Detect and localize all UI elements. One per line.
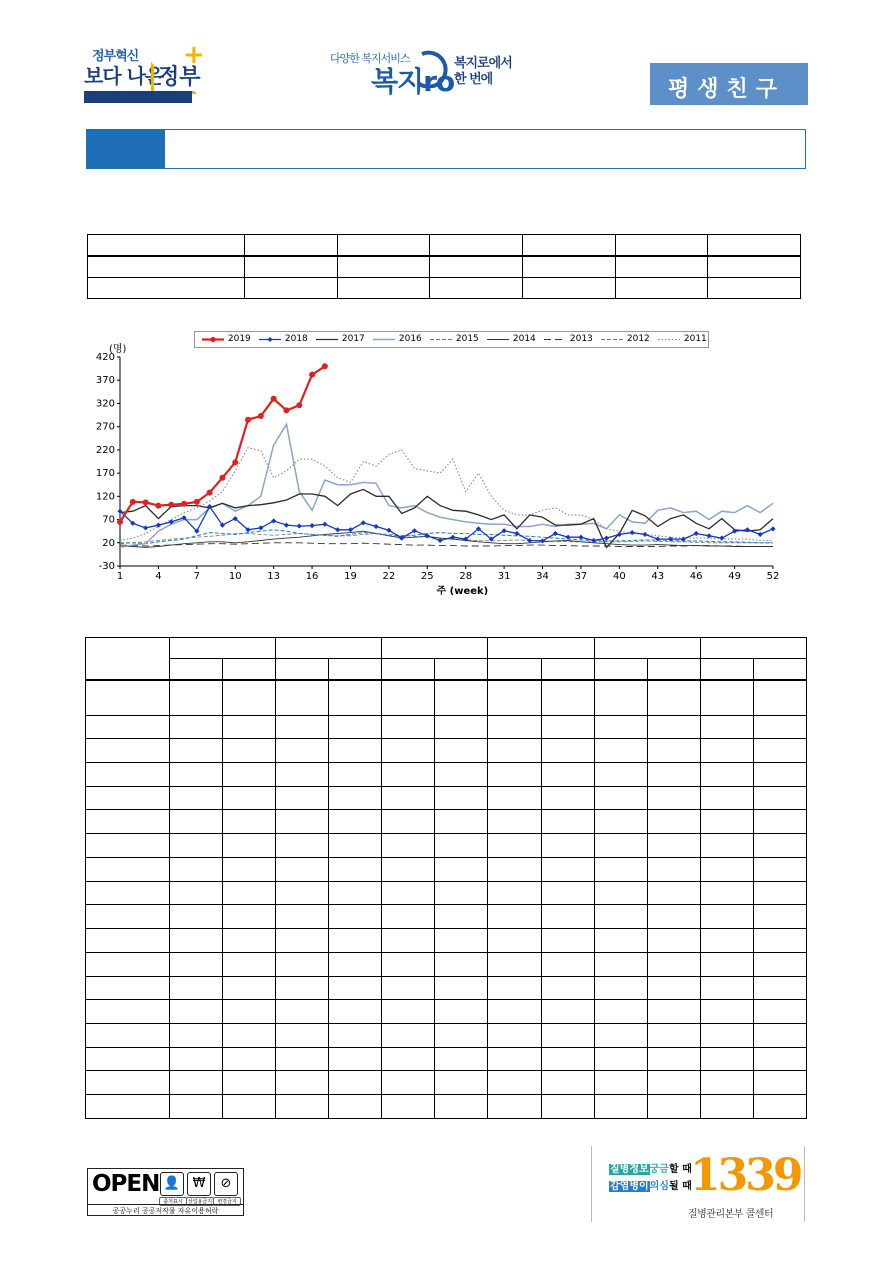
- x-tick-label: 22: [382, 571, 396, 582]
- data-table-header-row: [86, 659, 807, 680]
- call-line-1-rest: 할 때: [668, 1164, 692, 1175]
- data-table-row: [86, 1047, 807, 1071]
- bokjiro-logo-right-1: 복지로에서: [454, 56, 512, 71]
- series-point-2019: [232, 459, 238, 465]
- series-point-2018: [642, 532, 647, 537]
- y-tick-label: 420: [95, 352, 115, 363]
- data-table: [85, 637, 807, 1119]
- legend-label: 2017: [339, 334, 365, 344]
- section-title-tab: [87, 130, 165, 168]
- legend-label: 2019: [225, 334, 251, 344]
- series-point-2018: [335, 527, 340, 532]
- plus-icon: +: [183, 40, 205, 70]
- x-tick-label: 43: [651, 571, 665, 582]
- call-center-label: 질병관리본부 콜센터: [688, 1209, 774, 1220]
- data-table-row: [86, 881, 807, 905]
- series-point-2018: [373, 524, 378, 529]
- call-number: 1339: [690, 1150, 801, 1201]
- x-axis-label: 주 (week): [436, 586, 489, 595]
- y-tick-label: 370: [95, 375, 115, 387]
- x-tick-label: 19: [344, 571, 357, 582]
- call-line-2-highlight: 감염병이: [610, 1181, 649, 1192]
- x-tick-label: 1: [116, 571, 124, 582]
- series-point-2019: [117, 519, 123, 525]
- summary-table: [87, 234, 801, 299]
- series-line-2016: [120, 424, 773, 547]
- x-tick-label: 40: [612, 571, 626, 582]
- y-tick-label: 170: [95, 468, 115, 480]
- series-point-2018: [361, 520, 366, 525]
- call-line-2-rest: 될 때: [668, 1181, 692, 1192]
- series-point-2019: [245, 417, 251, 423]
- bokjiro-arc-icon: [410, 48, 448, 88]
- call-line-1: [609, 1163, 692, 1177]
- series-point-2018: [694, 531, 699, 536]
- series-point-2019: [309, 372, 315, 378]
- y-tick-label: 70: [102, 514, 115, 526]
- data-table-row: [86, 1071, 807, 1095]
- series-point-2018: [271, 518, 276, 523]
- summary-table-row: [88, 256, 801, 277]
- call-line-2-highlight-2: 의심: [649, 1181, 669, 1192]
- y-tick-label: 270: [95, 421, 115, 433]
- x-tick-label: 7: [193, 571, 201, 582]
- summary-table-row: [88, 235, 801, 256]
- series-line-2019: [120, 366, 325, 522]
- x-tick-label: 4: [155, 571, 162, 582]
- gov-logo-jeongbu: 정부: [158, 65, 201, 90]
- legend-label: 2015: [453, 334, 479, 344]
- series-point-2019: [168, 502, 174, 508]
- data-table-row: [86, 1023, 807, 1047]
- series-point-2018: [719, 536, 724, 541]
- call-line-2: [609, 1180, 692, 1194]
- open-license-caption: 공공누리 공공저작물 자유이용허락: [87, 1204, 244, 1216]
- series-point-2018: [258, 525, 263, 530]
- series-point-2019: [130, 499, 136, 505]
- gov-logo-big: 보다 나은: [84, 64, 164, 88]
- x-tick-label: 28: [459, 571, 473, 582]
- series-point-2018: [655, 536, 660, 541]
- data-table-row: [86, 834, 807, 858]
- data-table-row: [86, 1000, 807, 1024]
- x-tick-label: 31: [497, 571, 511, 582]
- legend-label: 2012: [624, 334, 650, 344]
- bokjiro-logo-small: 다양한 복지서비스: [330, 52, 410, 65]
- bokjiro-logo-big: 복지ro: [371, 65, 455, 98]
- series-point-2018: [322, 522, 327, 527]
- series-point-2018: [348, 527, 353, 532]
- open-icon-label: 변경금지: [213, 1197, 241, 1206]
- legend-label: 2011: [681, 334, 707, 344]
- open-logo: OPEN: [92, 1171, 160, 1197]
- legend-label: 2013: [567, 334, 593, 344]
- summary-table-row: [88, 277, 801, 298]
- series-point-2018: [604, 536, 609, 541]
- series-line-2011: [120, 448, 773, 541]
- series-point-2019: [207, 490, 213, 496]
- series-point-2018: [630, 530, 635, 535]
- series-point-2019: [194, 499, 200, 505]
- x-tick-label: 49: [728, 571, 741, 582]
- series-point-2018: [309, 523, 314, 528]
- x-tick-label: 46: [689, 571, 703, 582]
- weekly-line-chart: [80, 340, 800, 595]
- series-point-2018: [758, 532, 763, 537]
- series-point-2018: [553, 531, 558, 536]
- series-point-2018: [284, 523, 289, 528]
- y-tick-label: 120: [95, 491, 115, 503]
- no-derivatives-icon: ⊘: [214, 1172, 238, 1196]
- call-line-1-highlight: 질병정보: [610, 1164, 649, 1175]
- series-point-2018: [297, 523, 302, 528]
- series-point-2019: [283, 407, 289, 413]
- data-table-row: [86, 857, 807, 881]
- series-line-2013: [120, 543, 773, 547]
- gov-logo-underline: [84, 91, 192, 103]
- gov-logo-small: 정부혁신: [92, 49, 139, 64]
- x-tick-label: 16: [305, 571, 319, 582]
- legend-label: 2018: [282, 334, 308, 344]
- series-point-2018: [578, 535, 583, 540]
- series-point-2019: [271, 396, 277, 402]
- series-point-2019: [258, 413, 264, 419]
- series-point-2019: [155, 503, 161, 509]
- bokjiro-logo-right-2: 한 번에: [454, 72, 493, 87]
- x-tick-label: 10: [228, 571, 242, 582]
- section-title-bar: [86, 129, 806, 169]
- y-tick-label: 20: [102, 537, 115, 549]
- data-table-row: [86, 715, 807, 739]
- series-point-2019: [322, 363, 328, 369]
- series-point-2018: [412, 528, 417, 533]
- data-table-row: [86, 976, 807, 1000]
- data-table-row: [86, 680, 807, 716]
- attribution-icon: 👤: [160, 1172, 184, 1196]
- x-tick-label: 37: [574, 571, 588, 582]
- call-line-1-highlight-2: 궁금: [649, 1164, 669, 1175]
- data-table-row: [86, 739, 807, 763]
- data-table-row: [86, 952, 807, 976]
- y-tick-label: 220: [95, 444, 115, 456]
- legend-label: 2014: [510, 334, 536, 344]
- data-table-row: [86, 763, 807, 787]
- series-point-2018: [143, 525, 148, 530]
- series-point-2019: [143, 499, 149, 505]
- series-point-2019: [219, 475, 225, 481]
- open-icon-label: 출처표시: [159, 1197, 187, 1206]
- series-point-2019: [181, 501, 187, 507]
- data-table-header-row: [86, 638, 807, 659]
- data-table-row: [86, 905, 807, 929]
- y-tick-label: -30: [98, 561, 115, 572]
- y-axis-label: (명): [109, 344, 127, 355]
- series-point-2018: [770, 526, 775, 531]
- x-tick-label: 13: [267, 571, 281, 582]
- data-table-row: [86, 929, 807, 953]
- non-commercial-icon: ₩: [187, 1172, 211, 1196]
- banner-text: 평생친구: [668, 77, 786, 102]
- open-icon-label: 상업용금지: [187, 1199, 213, 1205]
- x-tick-label: 52: [766, 571, 780, 582]
- series-point-2019: [296, 402, 302, 408]
- data-table-row: [86, 786, 807, 810]
- x-tick-label: 34: [536, 571, 549, 582]
- y-tick-label: 320: [95, 398, 115, 410]
- legend-label: 2016: [396, 334, 422, 344]
- x-tick-label: 25: [420, 571, 434, 582]
- data-table-row: [86, 1095, 807, 1119]
- data-table-row: [86, 810, 807, 834]
